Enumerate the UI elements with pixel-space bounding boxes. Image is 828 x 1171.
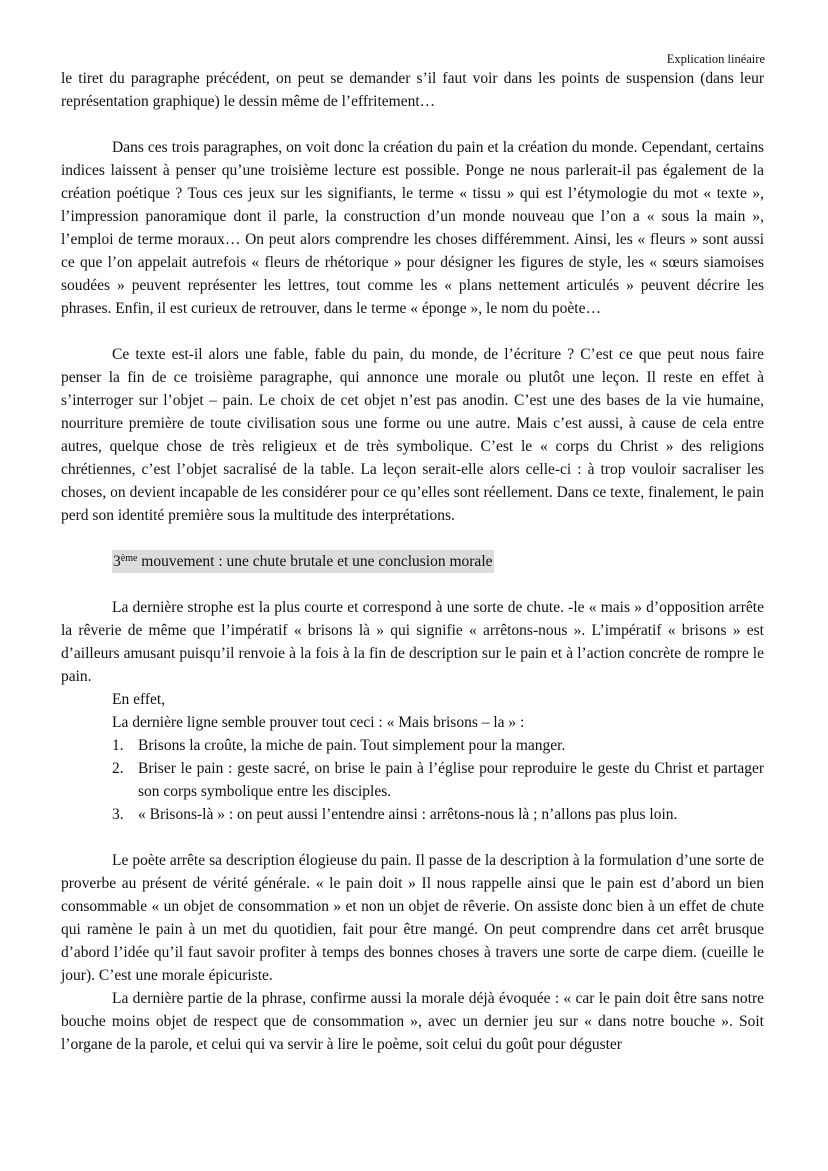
section-heading-text: mouvement : une chute brutale et une conclusion morale (137, 553, 493, 570)
interpretation-list (61, 734, 764, 826)
document-body (61, 67, 764, 1056)
list-item (61, 734, 764, 757)
paragraph-poetic-creation: Dans ces trois paragraphes, on voit donc la création du pain et la création du monde. Cependant, certains indices laissent à penser qu’une troisième lecture est possible. Ponge ne nous parlerait-il pas également de la création poétique ? Tous ces jeux sur les signifiants, le terme « tissu » qui est l’étymologie du mot « texte », l’impression panoramique dont il parle, la construction d’un monde nouveau que l’on a « sous la main », l’emploi de terme moraux… On peut alors comprendre les choses différemment. Ainsi, les « fleurs » sont aussi ce que l’on appelait autrefois « fleurs de rhétorique » pour désigner les figures de style, les « sœurs siamoises soudées » peuvent représenter les lettres, tout comme les « plans nettement articulés » peuvent décrire les phrases. Enfin, il est curieux de retrouver, dans le terme « éponge », le nom du poète… (61, 139, 764, 317)
section-heading-wrapper (112, 550, 764, 573)
page-header: Explication linéaire (666, 52, 765, 66)
list-item (61, 757, 764, 803)
list-item-number: 3. (112, 806, 124, 823)
section-heading (112, 550, 494, 573)
section-heading-superscript: ème (120, 553, 138, 564)
paragraph-fable: Ce texte est-il alors une fable, fable du pain, du monde, de l’écriture ? C’est ce que peut nous faire penser la fin de ce troisième paragraphe, qui annonce une morale ou plutôt une leçon. Il reste en effet à s’interroger sur l’objet – pain. Le choix de cet objet n’est pas anodin. C’est une des bases de la vie humaine, nourriture première de toute civilisation sous une forme ou une autre. Mais c’est aussi, à cause de cela entre autres, quelque chose de très religieux et de très symbolique. C’est le « corps du Christ » des religions chrétiennes, c’est l’objet sacralisé de la table. La leçon serait-elle alors celle-ci : à trop vouloir sacraliser les choses, on devient incapable de les considérer pour ce qu’elles sont réellement. Dans ce texte, finalement, le pain perd son identité première sous la multitude des interprétations. (61, 346, 764, 524)
list-item-text: Brisons la croûte, la miche de pain. Tout simplement pour la manger. (138, 737, 566, 754)
line-derniere-ligne: La dernière ligne semble prouver tout ceci : « Mais brisons – la » : (112, 714, 525, 731)
paragraph-continued: le tiret du paragraphe précédent, on peut se demander s’il faut voir dans les points de suspension (dans leur représentation graphique) le dessin même de l’effritement… (61, 70, 764, 110)
list-item-number: 1. (112, 737, 124, 754)
section-heading-number: 3 (113, 553, 121, 570)
paragraph-last-stanza: La dernière strophe est la plus courte et correspond à une sorte de chute. -le « mais » d’opposition arrête la rêverie de même que l’impératif « brisons là » qui signifie « arrêtons-nous ». L’impératif « brisons » est d’ailleurs amusant puisqu’il renvoie à la fois à la fin de description sur le pain et à l’action concrète de rompre le pain. (61, 599, 764, 685)
paragraph-conclusion: Le poète arrête sa description élogieuse du pain. Il passe de la description à la formulation d’une sorte de proverbe au présent de vérité générale. « le pain doit » Il nous rappelle ainsi que le pain est d’abord un bien consommable « un objet de consommation » et non un objet de rêverie. On assiste donc bien à un effet de chute qui ramène le pain à un met du quotidien, fait pour être mangé. On peut comprendre dans cet arrêt brusque d’abord l’idée qu’il faut savoir profiter à temps des bonnes choses à travers une sorte de carpe diem. (cueille le jour). C’est une morale épicuriste. (61, 852, 764, 984)
line-en-effet: En effet, (112, 691, 166, 708)
list-item-number: 2. (112, 760, 124, 777)
list-item (61, 803, 764, 826)
paragraph-final: La dernière partie de la phrase, confirme aussi la morale déjà évoquée : « car le pain doit être sans notre bouche moins objet de respect que de consommation », avec un dernier jeu sur « dans notre bouche ». Soit l’organe de la parole, et celui qui va servir à lire le poème, soit celui du goût pour déguster (61, 990, 764, 1053)
list-item-text: « Brisons-là » : on peut aussi l’entendre ainsi : arrêtons-nous là ; n’allons pas plus loin. (138, 806, 678, 823)
list-item-text: Briser le pain : geste sacré, on brise le pain à l’église pour reproduire le geste du Christ et partager son corps symbolique entre les disciples. (138, 760, 764, 800)
